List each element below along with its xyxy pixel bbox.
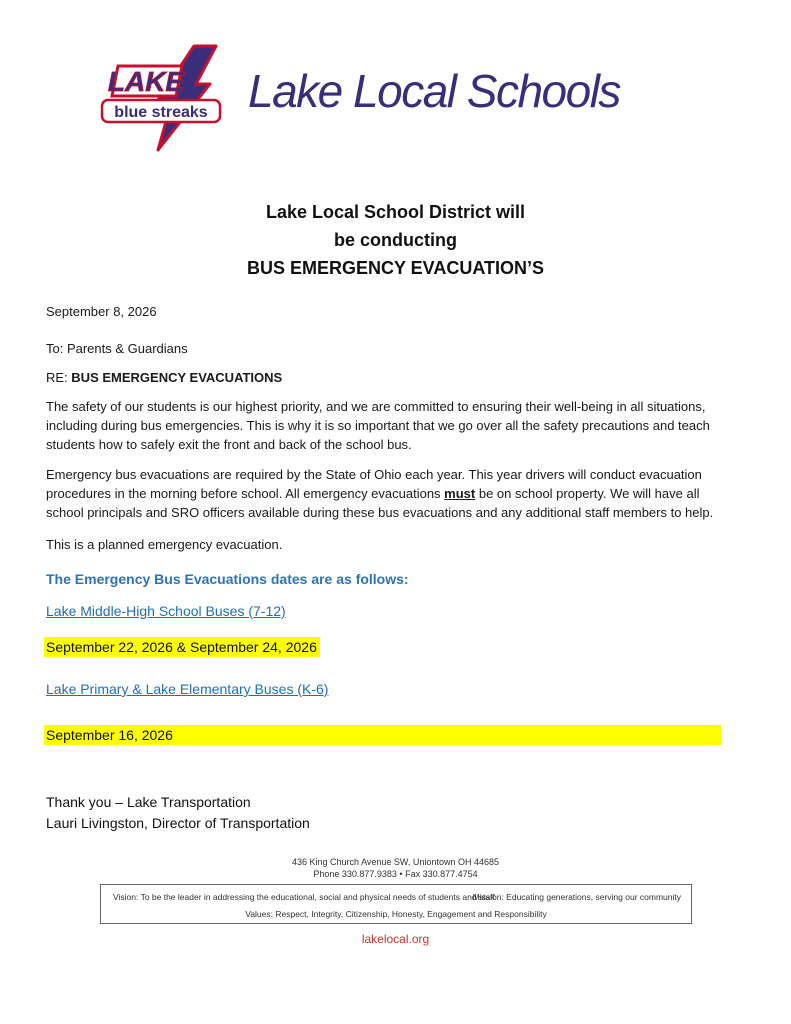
letter-subject (46, 368, 736, 387)
middle-high-school-link[interactable]: Lake Middle-High School Buses (7-12) (46, 603, 286, 619)
middle-high-school-dates: September 22, 2026 & September 24, 2026 (44, 637, 320, 657)
district-address (0, 856, 791, 880)
letter-date: September 8, 2026 (46, 304, 157, 319)
signature-block (46, 792, 310, 834)
paragraph-requirements-end: be on school property. We will have all school principals and SRO officers available during these bus evacuations and any additional staff members to help. (46, 486, 714, 520)
notice-title (0, 198, 791, 282)
primary-elementary-link[interactable]: Lake Primary & Lake Elementary Buses (K-6) (46, 681, 329, 697)
vision-statement: Vision: To be the leader in addressing the educational, social and physical needs of students and staff (113, 892, 495, 902)
lightning-bolt-logo-icon (98, 44, 228, 152)
phone-fax: Phone 330.877.9383 • Fax 330.877.4754 (313, 869, 478, 879)
mission-statement: Mission: Educating generations, serving our community (472, 892, 681, 902)
signature-thanks: Thank you – Lake Transportation (46, 794, 251, 810)
letter-recipient: To: Parents & Guardians (46, 341, 188, 356)
title-line-1: Lake Local School District will (265, 202, 526, 222)
website-link[interactable]: lakelocal.org (361, 932, 430, 946)
paragraph-requirements-start: Emergency bus evacuations are required by the State of Ohio each year. This year drivers will conduct evacuation procedures in the morning before school. All emergency evacuations (46, 467, 702, 501)
letterhead (98, 44, 658, 154)
values-statement: Values: Respect, Integrity, Citizenship, Honesty, Engagement and Responsibility (245, 909, 547, 919)
primary-elementary-dates: September 16, 2026 (44, 725, 721, 745)
logo-lake-text: LAKE (107, 66, 185, 97)
subject-text: BUS EMERGENCY EVACUATIONS (71, 370, 283, 385)
paragraph-requirements (46, 465, 736, 522)
school-district-name: Lake Local Schools (248, 65, 620, 117)
vision-mission-box (100, 884, 692, 924)
lake-blue-streaks-logo (98, 44, 228, 152)
subject-label: RE: (46, 370, 72, 385)
paragraph-safety: The safety of our students is our highest priority, and we are committed to ensuring their well-being in all situations, including during bus emergencies. This is why it is so important that we go over all the safety precautions and teach students how to safely exit the front and back of the school bus. (46, 399, 710, 452)
schedule-heading: The Emergency Bus Evacuations dates are as follows: (46, 571, 409, 587)
title-line-2: be conducting (334, 230, 457, 250)
logo-blue-streaks-text: blue streaks (114, 104, 208, 121)
must-emphasis: must (444, 486, 476, 501)
title-line-3: BUS EMERGENCY EVACUATION’S (246, 258, 545, 278)
signature-name: Lauri Livingston, Director of Transportation (46, 815, 310, 831)
paragraph-planned: This is a planned emergency evacuation. (46, 537, 283, 552)
street-address: 436 King Church Avenue SW, Uniontown OH 44685 (292, 857, 499, 867)
